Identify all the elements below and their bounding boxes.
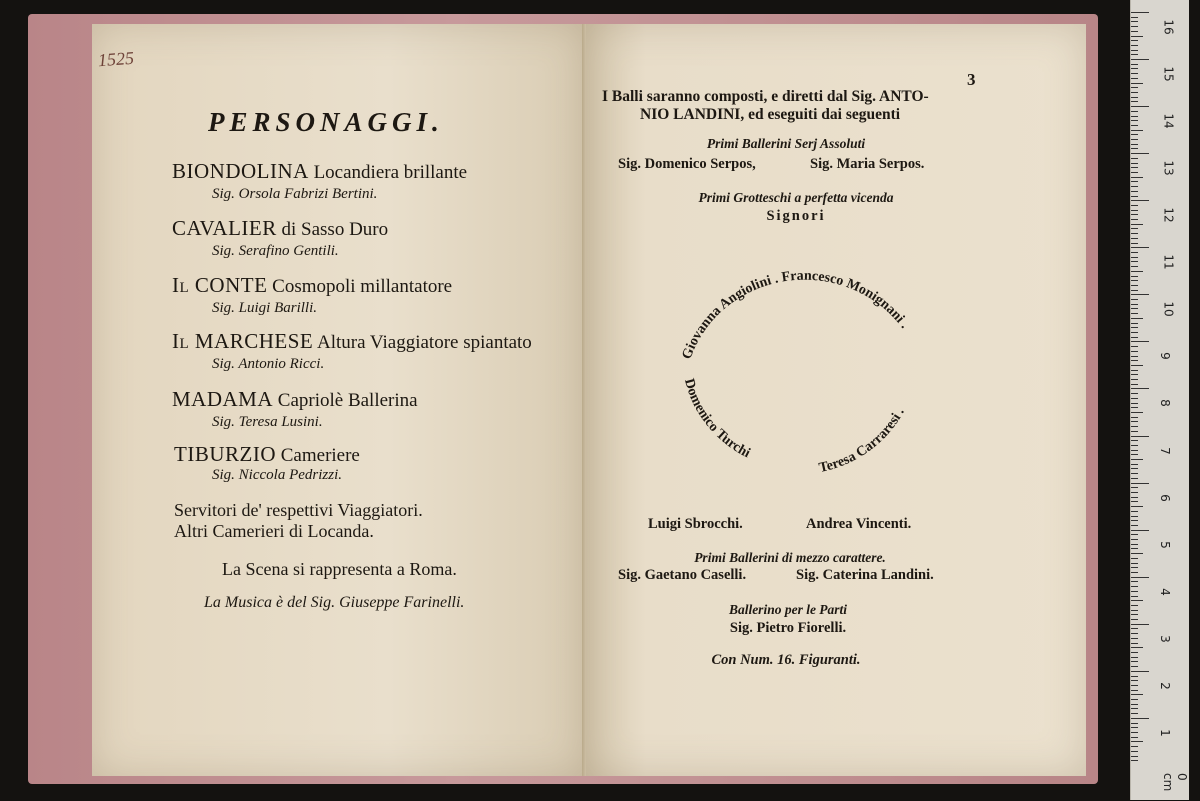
ruler-tick xyxy=(1131,657,1138,658)
figuranti-line: Con Num. 16. Figuranti. xyxy=(711,652,861,668)
ruler-tick xyxy=(1131,257,1138,258)
ruler-tick xyxy=(1131,403,1138,404)
ruler-tick xyxy=(1131,271,1143,272)
character-role: Il CONTE Cosmopoli millantatore xyxy=(172,273,453,297)
handwritten-catalog-number: 1525 xyxy=(97,47,135,71)
ruler-tick xyxy=(1131,327,1138,328)
ruler-tick xyxy=(1131,727,1138,728)
ruler-tick xyxy=(1131,732,1138,733)
ruler-tick xyxy=(1131,111,1138,112)
ruler-tick xyxy=(1131,36,1143,37)
ruler-tick xyxy=(1131,210,1138,211)
ruler-tick xyxy=(1131,760,1138,761)
section-label: Primi Grotteschi a perfetta vicenda xyxy=(698,190,894,205)
ruler-tick xyxy=(1131,591,1138,592)
dancer-name: Sig. Gaetano Caselli. xyxy=(618,567,747,583)
ruler-tick xyxy=(1131,652,1138,653)
ruler-tick xyxy=(1131,516,1138,517)
circle-name-left: Domenico Turchi xyxy=(681,377,753,462)
ruler-label: 10 xyxy=(1161,301,1176,317)
dancer-name: Sig. Caterina Landini. xyxy=(796,567,934,583)
ruler-tick xyxy=(1131,158,1138,159)
ruler-tick xyxy=(1131,379,1138,380)
character-actor: Sig. Luigi Barilli. xyxy=(212,300,318,316)
ruler-tick xyxy=(1131,525,1138,526)
ruler-tick xyxy=(1131,238,1138,239)
ruler-tick xyxy=(1131,163,1138,164)
ruler-tick xyxy=(1131,172,1138,173)
circle-name-top: Giovanna Angiolini . Francesco Monignani . xyxy=(679,268,912,362)
ruler-tick xyxy=(1131,87,1138,88)
ruler-tick xyxy=(1131,40,1138,41)
ruler-tick xyxy=(1131,97,1138,98)
extras-line: Servitori de' respettivi Viaggiatori. xyxy=(174,500,423,520)
ruler-tick xyxy=(1131,596,1138,597)
ruler-tick xyxy=(1131,116,1138,117)
music-credit: La Musica è del Sig. Giuseppe Farinelli. xyxy=(204,594,465,611)
ruler-tick xyxy=(1131,64,1138,65)
ruler-tick xyxy=(1131,737,1138,738)
character-role: MADAMA Capriolè Ballerina xyxy=(172,387,418,411)
circular-dancer-names xyxy=(630,210,960,500)
ruler-tick xyxy=(1131,581,1138,582)
ruler-tick xyxy=(1131,294,1149,295)
ruler-tick xyxy=(1131,125,1138,126)
ruler-tick xyxy=(1131,233,1138,234)
ruler-tick xyxy=(1131,365,1143,366)
ruler-tick xyxy=(1131,290,1138,291)
ruler-tick xyxy=(1131,520,1138,521)
ruler-tick xyxy=(1131,497,1138,498)
ruler-label: 8 xyxy=(1157,399,1172,408)
ruler-tick xyxy=(1131,285,1138,286)
ruler-label: 2 xyxy=(1157,681,1172,690)
ruler-tick xyxy=(1131,572,1138,573)
dancer-name: Luigi Sbrocchi. xyxy=(648,516,743,532)
ruler-tick xyxy=(1131,661,1138,662)
ruler-tick xyxy=(1131,398,1138,399)
ruler-tick xyxy=(1131,148,1138,149)
page-title: PERSONAGGI. xyxy=(208,107,444,137)
ruler-tick xyxy=(1131,501,1138,502)
dancer-name: Andrea Vincenti. xyxy=(806,516,912,532)
ruler-tick xyxy=(1131,313,1138,314)
character-actor: Sig. Serafino Gentili. xyxy=(212,243,339,259)
ruler-tick xyxy=(1131,492,1138,493)
circle-name-right: Teresa Carraresi . xyxy=(817,405,908,476)
ruler-tick xyxy=(1131,605,1138,606)
ruler-tick xyxy=(1131,252,1138,253)
ruler-tick xyxy=(1131,374,1138,375)
ruler-tick xyxy=(1131,139,1138,140)
ruler-tick xyxy=(1131,318,1143,319)
ruler-tick xyxy=(1131,73,1138,74)
ruler-tick xyxy=(1131,558,1138,559)
ruler-label: 14 xyxy=(1161,113,1176,129)
ruler-tick xyxy=(1131,200,1149,201)
ruler-tick xyxy=(1131,83,1143,84)
ruler-tick xyxy=(1131,619,1138,620)
ruler-tick xyxy=(1131,205,1138,206)
ruler-tick xyxy=(1131,351,1138,352)
ruler-tick xyxy=(1131,417,1138,418)
ruler-label: 15 xyxy=(1161,66,1176,82)
dancer-name: Sig. Domenico Serpos, xyxy=(618,156,756,172)
ruler-tick xyxy=(1131,459,1143,460)
ruler-tick xyxy=(1131,638,1138,639)
ruler-tick xyxy=(1131,78,1138,79)
ruler-label: 6 xyxy=(1157,493,1172,502)
ruler-tick xyxy=(1131,436,1149,437)
ruler-tick xyxy=(1131,177,1143,178)
ruler-tick xyxy=(1131,544,1138,545)
ruler-tick xyxy=(1131,31,1138,32)
ruler-tick xyxy=(1131,614,1138,615)
dancer-name: Sig. Maria Serpos. xyxy=(810,156,925,172)
ruler-tick xyxy=(1131,219,1138,220)
ruler-tick xyxy=(1131,586,1138,587)
ruler-tick xyxy=(1131,680,1138,681)
character-actor: Sig. Antonio Ricci. xyxy=(212,356,325,372)
ruler-tick xyxy=(1131,92,1138,93)
intro-line: NIO LANDINI, ed eseguiti dai seguenti xyxy=(640,106,901,123)
ruler-tick xyxy=(1131,360,1138,361)
ruler-tick xyxy=(1131,332,1138,333)
ruler-tick xyxy=(1131,610,1138,611)
ruler-tick xyxy=(1131,746,1138,747)
ruler-tick xyxy=(1131,45,1138,46)
ruler-tick xyxy=(1131,440,1138,441)
character-role: CAVALIER di Sasso Duro xyxy=(172,216,389,240)
ruler-tick xyxy=(1131,12,1149,13)
character-role: Il MARCHESE Altura Viaggiatore spiantato xyxy=(172,329,532,353)
character-actor: Sig. Teresa Lusini. xyxy=(212,414,323,430)
ruler-tick xyxy=(1131,388,1149,389)
ruler-tick xyxy=(1131,261,1138,262)
ruler-tick xyxy=(1131,723,1138,724)
ruler-tick xyxy=(1131,473,1138,474)
ruler-tick xyxy=(1131,751,1138,752)
ruler-tick xyxy=(1131,191,1138,192)
ruler-tick xyxy=(1131,478,1138,479)
ruler-label: 16 xyxy=(1161,19,1176,35)
character-role: TIBURZIO Cameriere xyxy=(174,442,360,466)
ruler-tick xyxy=(1131,341,1149,342)
ruler-label: 7 xyxy=(1157,446,1172,455)
ruler-tick xyxy=(1131,676,1138,677)
ruler-tick xyxy=(1131,304,1138,305)
ruler-tick xyxy=(1131,356,1138,357)
ruler-tick xyxy=(1131,393,1138,394)
dancer-name: Sig. Pietro Fiorelli. xyxy=(729,620,847,636)
ruler-tick xyxy=(1131,530,1149,531)
ruler-tick xyxy=(1131,266,1138,267)
ruler-tick xyxy=(1131,59,1149,60)
ruler-tick xyxy=(1131,196,1138,197)
ruler-label: 1 xyxy=(1157,729,1172,737)
ruler-tick xyxy=(1131,741,1143,742)
ruler-tick xyxy=(1131,106,1149,107)
ruler-tick xyxy=(1131,412,1143,413)
ruler-tick xyxy=(1131,647,1143,648)
ruler-label: 9 xyxy=(1157,352,1172,361)
ruler-tick xyxy=(1131,567,1138,568)
ruler-label: 3 xyxy=(1157,634,1172,643)
ruler-tick xyxy=(1131,553,1143,554)
ruler-tick xyxy=(1131,214,1138,215)
signori-label: Signori xyxy=(766,208,826,224)
ruler-tick xyxy=(1131,577,1149,578)
ruler-tick xyxy=(1131,628,1138,629)
section-label: Primi Ballerini di mezzo carattere. xyxy=(694,550,886,565)
ruler-tick xyxy=(1131,346,1138,347)
ruler-tick xyxy=(1131,144,1138,145)
ruler-label: 0 cm xyxy=(1161,772,1189,792)
ruler-tick xyxy=(1131,21,1138,22)
character-actor: Sig. Orsola Fabrizi Bertini. xyxy=(212,186,378,202)
ruler-tick xyxy=(1131,120,1138,121)
ruler-tick xyxy=(1131,450,1138,451)
ruler-tick xyxy=(1131,299,1138,300)
ruler-tick xyxy=(1131,134,1138,135)
ruler-label: 13 xyxy=(1161,160,1176,176)
ruler-tick xyxy=(1131,539,1138,540)
ruler-tick xyxy=(1131,548,1138,549)
ruler-tick xyxy=(1131,181,1138,182)
extras-line: Altri Camerieri di Locanda. xyxy=(174,521,374,541)
measurement-ruler xyxy=(1130,0,1189,800)
ruler-tick xyxy=(1131,624,1149,625)
ruler-tick xyxy=(1131,228,1138,229)
ruler-tick xyxy=(1131,633,1138,634)
ruler-tick xyxy=(1131,308,1138,309)
ruler-tick xyxy=(1131,26,1138,27)
ruler-tick xyxy=(1131,713,1138,714)
ruler-tick xyxy=(1131,445,1138,446)
ruler-tick xyxy=(1131,699,1138,700)
ruler-tick xyxy=(1131,685,1138,686)
ruler-tick xyxy=(1131,224,1143,225)
ruler-tick xyxy=(1131,153,1149,154)
ruler-tick xyxy=(1131,384,1138,385)
ruler-tick xyxy=(1131,50,1138,51)
ruler-tick xyxy=(1131,54,1138,55)
ruler-tick xyxy=(1131,426,1138,427)
ruler-tick xyxy=(1131,704,1138,705)
intro-line: I Balli saranno composti, e diretti dal Sig. ANTO- xyxy=(602,88,929,105)
ruler-tick xyxy=(1131,487,1138,488)
ruler-tick xyxy=(1131,600,1143,601)
ruler-tick xyxy=(1131,718,1149,719)
ruler-tick xyxy=(1131,431,1138,432)
ruler-tick xyxy=(1131,243,1138,244)
ruler-tick xyxy=(1131,666,1138,667)
ruler-tick xyxy=(1131,323,1138,324)
section-label: Primi Ballerini Serj Assoluti xyxy=(706,136,866,151)
ruler-tick xyxy=(1131,280,1138,281)
ruler-tick xyxy=(1131,671,1149,672)
ruler-label: 4 xyxy=(1157,587,1172,596)
ruler-tick xyxy=(1131,694,1143,695)
ruler-tick xyxy=(1131,690,1138,691)
ruler-tick xyxy=(1131,468,1138,469)
character-role: BIONDOLINA Locandiera brillante xyxy=(172,159,468,183)
ruler-tick xyxy=(1131,506,1143,507)
left-page xyxy=(92,24,586,776)
ruler-label: 5 xyxy=(1157,540,1172,549)
page-number: 3 xyxy=(967,70,976,89)
ruler-tick xyxy=(1131,421,1138,422)
ruler-tick xyxy=(1131,534,1138,535)
ruler-tick xyxy=(1131,708,1138,709)
ruler-tick xyxy=(1131,167,1138,168)
ruler-tick xyxy=(1131,464,1138,465)
ruler-tick xyxy=(1131,756,1138,757)
ruler-tick xyxy=(1131,407,1138,408)
ruler-tick xyxy=(1131,370,1138,371)
ruler-tick xyxy=(1131,101,1138,102)
ruler-tick xyxy=(1131,186,1138,187)
ruler-tick xyxy=(1131,130,1143,131)
ruler-tick xyxy=(1131,68,1138,69)
ruler-tick xyxy=(1131,483,1149,484)
character-actor: Sig. Niccola Pedrizzi. xyxy=(212,467,342,483)
ruler-tick xyxy=(1131,643,1138,644)
ruler-tick xyxy=(1131,247,1149,248)
ruler-tick xyxy=(1131,337,1138,338)
scene-line: La Scena si rappresenta a Roma. xyxy=(222,559,457,579)
section-label: Ballerino per le Parti xyxy=(728,602,848,617)
ruler-label: 12 xyxy=(1161,207,1176,223)
ruler-tick xyxy=(1131,17,1138,18)
ruler-tick xyxy=(1131,511,1138,512)
ruler-tick xyxy=(1131,454,1138,455)
ruler-label: 11 xyxy=(1161,254,1176,270)
ruler-tick xyxy=(1131,563,1138,564)
ruler-tick xyxy=(1131,276,1138,277)
